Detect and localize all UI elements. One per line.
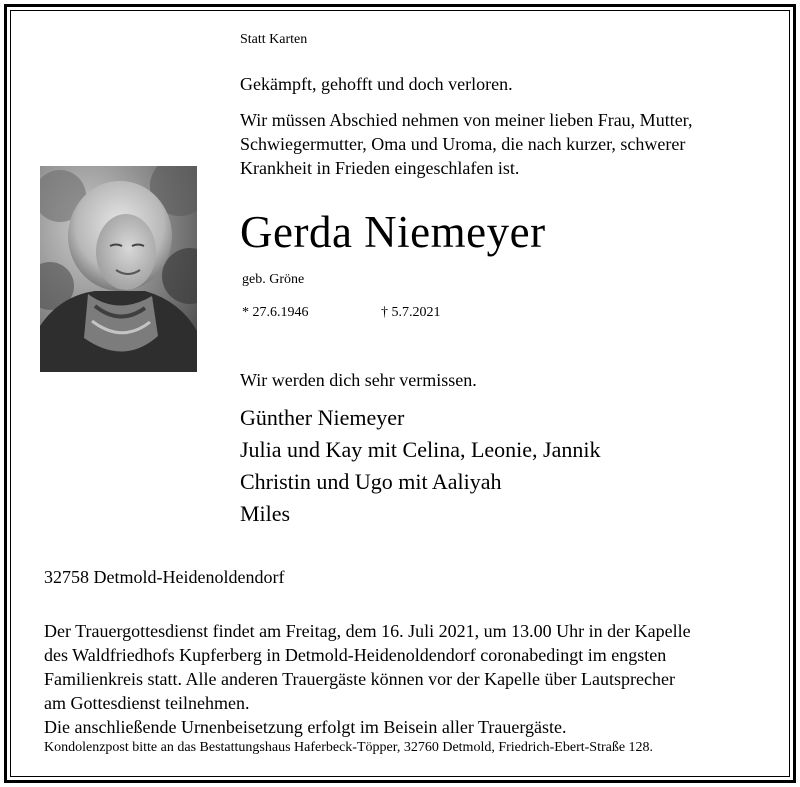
family-member: Miles [240, 501, 291, 526]
maiden-name: geb. Gröne [242, 272, 305, 287]
death-date: † 5.7.2021 [381, 305, 441, 320]
statt-karten-label: Statt Karten [240, 32, 308, 47]
family-member: Günther Niemeyer [240, 405, 405, 430]
service-line: Der Trauergottesdienst findet am Freitag, dem 16. Juli 2021, um 13.00 Uhr in der Kapelle [44, 621, 691, 641]
intro-text [240, 108, 780, 180]
birth-date: * 27.6.1946 [242, 305, 309, 320]
deceased-name: Gerda Niemeyer [240, 207, 546, 257]
family-list [240, 402, 601, 530]
service-line: des Waldfriedhofs Kupferberg in Detmold-Heidenoldendorf coronabedingt im engsten [44, 645, 667, 665]
location-text: 32758 Detmold-Heidenoldendorf [44, 567, 285, 587]
portrait-photo [40, 166, 197, 372]
service-line: Familienkreis statt. Alle anderen Trauergäste können vor der Kapelle über Lautsprecher [44, 669, 675, 689]
motto-text: Gekämpft, gehofft und doch verloren. [240, 74, 513, 94]
service-line: am Gottesdienst teilnehmen. [44, 693, 250, 713]
intro-line: Wir müssen Abschied nehmen von meiner lieben Frau, Mutter, [240, 110, 693, 130]
family-member: Julia und Kay mit Celina, Leonie, Jannik [240, 437, 601, 462]
farewell-text: Wir werden dich sehr vermissen. [240, 370, 477, 390]
condolence-address: Kondolenzpost bitte an das Bestattungshaus Haferbeck-Töpper, 32760 Detmold, Friedrich-Ebert-Straße 128. [44, 740, 654, 755]
intro-line: Schwiegermutter, Oma und Uroma, die nach kurzer, schwerer [240, 134, 686, 154]
service-info [44, 619, 764, 739]
intro-line: Krankheit in Frieden eingeschlafen ist. [240, 158, 520, 178]
service-line: Die anschließende Urnenbeisetzung erfolgt im Beisein aller Trauergäste. [44, 717, 567, 737]
family-member: Christin und Ugo mit Aaliyah [240, 469, 502, 494]
